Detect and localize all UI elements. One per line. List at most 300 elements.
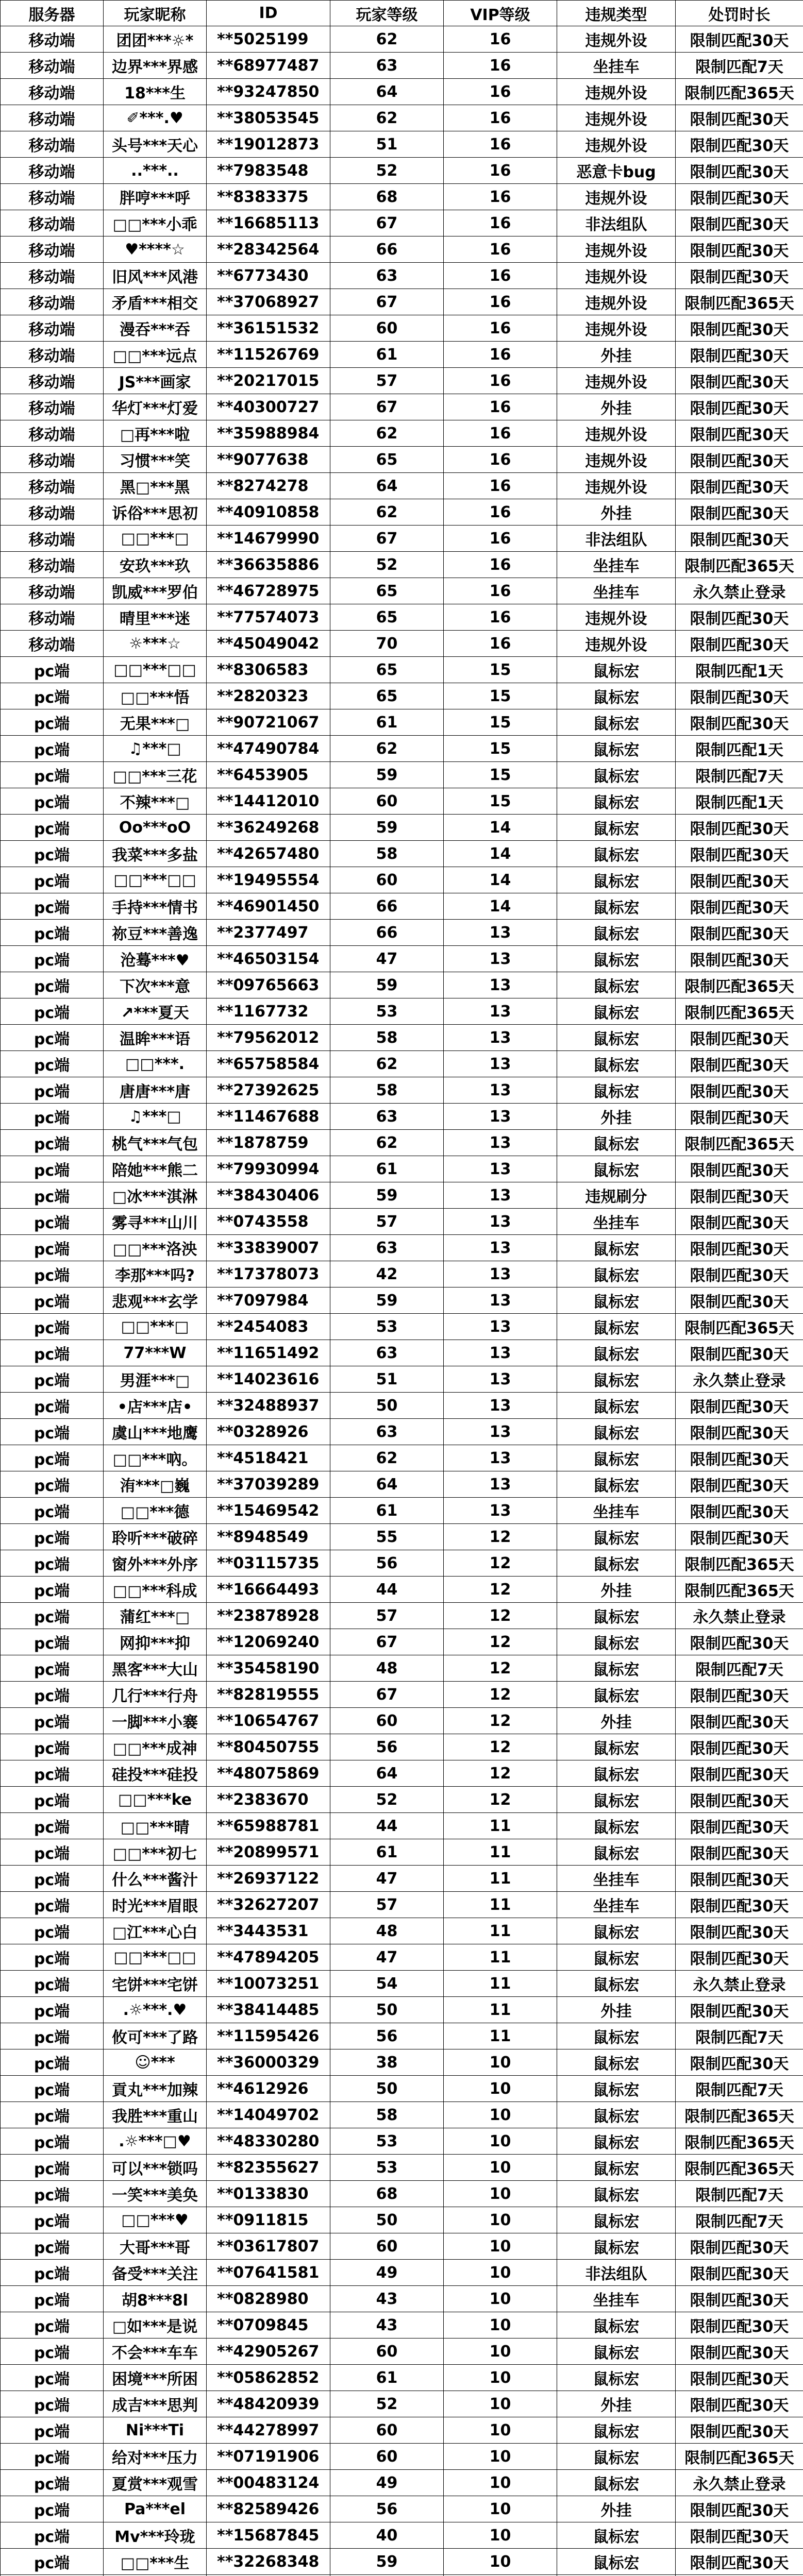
cell-nickname: □□***□: [104, 526, 207, 552]
cell-server: 移动端: [1, 526, 104, 552]
table-row: [1, 2522, 803, 2549]
cell-penalty: 限制匹配30天: [676, 1182, 803, 1209]
cell-vip: 15: [444, 709, 557, 736]
cell-vip: 12: [444, 1577, 557, 1603]
cell-violation: 违规外设: [557, 368, 676, 394]
cell-level: 60: [330, 2444, 444, 2470]
cell-level: 66: [330, 893, 444, 920]
cell-server: pc端: [1, 657, 104, 683]
cell-nickname: □□***三花: [104, 762, 207, 788]
cell-penalty: 限制匹配30天: [676, 2417, 803, 2444]
cell-violation: 鼠标宏: [557, 867, 676, 893]
cell-level: 60: [330, 2338, 444, 2365]
cell-nickname: □再***啦: [104, 420, 207, 447]
cell-id: **1167732: [207, 998, 330, 1025]
cell-server: pc端: [1, 1498, 104, 1524]
cell-violation: 鼠标宏: [557, 1051, 676, 1077]
cell-nickname: 胖哼***呼: [104, 184, 207, 210]
cell-penalty: 限制匹配365天: [676, 289, 803, 315]
cell-id: **2454083: [207, 1314, 330, 1340]
cell-penalty: 限制匹配7天: [676, 2207, 803, 2233]
cell-nickname: □□***科成: [104, 1577, 207, 1603]
cell-violation: 鼠标宏: [557, 1971, 676, 1997]
cell-violation: 坐挂车: [557, 1866, 676, 1892]
table-row: [1, 2049, 803, 2076]
cell-level: 48: [330, 1918, 444, 1944]
cell-vip: 13: [444, 1314, 557, 1340]
cell-server: 移动端: [1, 263, 104, 289]
cell-server: pc端: [1, 2496, 104, 2522]
cell-nickname: □□***小乖: [104, 210, 207, 236]
cell-nickname: □□***晴: [104, 1813, 207, 1839]
cell-vip: 13: [444, 1025, 557, 1051]
cell-level: 62: [330, 1130, 444, 1156]
cell-vip: 13: [444, 920, 557, 946]
cell-nickname: 无果***□: [104, 709, 207, 736]
cell-level: 65: [330, 447, 444, 473]
cell-vip: 13: [444, 1182, 557, 1209]
cell-id: **11651492: [207, 1340, 330, 1366]
cell-penalty: 限制匹配30天: [676, 315, 803, 342]
cell-vip: 13: [444, 1393, 557, 1419]
cell-nickname: 李那***吗?: [104, 1261, 207, 1287]
cell-server: pc端: [1, 867, 104, 893]
cell-vip: 12: [444, 1550, 557, 1577]
cell-nickname: 悲观***玄学: [104, 1287, 207, 1314]
header-server: 服务器: [1, 1, 104, 26]
cell-level: 63: [330, 1235, 444, 1261]
cell-penalty: 永久禁止登录: [676, 2470, 803, 2496]
cell-server: pc端: [1, 1156, 104, 1182]
table-row: [1, 289, 803, 315]
table-row: [1, 1130, 803, 1156]
cell-id: **36249268: [207, 815, 330, 841]
cell-server: 移动端: [1, 289, 104, 315]
cell-nickname: 77***W: [104, 1340, 207, 1366]
cell-nickname: ✐***.♥: [104, 105, 207, 131]
cell-nickname: Oo***oO: [104, 815, 207, 841]
cell-level: 63: [330, 263, 444, 289]
table-row: [1, 26, 803, 53]
cell-vip: 16: [444, 342, 557, 368]
cell-server: pc端: [1, 1839, 104, 1866]
cell-server: pc端: [1, 1366, 104, 1393]
cell-vip: 12: [444, 1787, 557, 1813]
cell-level: 57: [330, 1603, 444, 1629]
cell-id: **36151532: [207, 315, 330, 342]
cell-id: **9077638: [207, 447, 330, 473]
cell-vip: 13: [444, 1261, 557, 1287]
cell-server: pc端: [1, 1209, 104, 1235]
cell-server: pc端: [1, 2444, 104, 2470]
cell-nickname: 一笑***美奂: [104, 2181, 207, 2207]
cell-server: 移动端: [1, 105, 104, 131]
table-row: [1, 2128, 803, 2155]
cell-level: 65: [330, 657, 444, 683]
cell-violation: 违规外设: [557, 473, 676, 499]
table-row: [1, 604, 803, 631]
cell-level: 51: [330, 1366, 444, 1393]
table-row: [1, 79, 803, 105]
cell-server: 移动端: [1, 368, 104, 394]
cell-server: pc端: [1, 2155, 104, 2181]
cell-penalty: 限制匹配365天: [676, 1314, 803, 1340]
cell-level: 62: [330, 1445, 444, 1471]
cell-server: pc端: [1, 2338, 104, 2365]
cell-vip: 16: [444, 499, 557, 526]
table-row: [1, 1051, 803, 1077]
cell-id: **33839007: [207, 1235, 330, 1261]
cell-server: pc端: [1, 2181, 104, 2207]
cell-id: **65988781: [207, 1813, 330, 1839]
cell-violation: 鼠标宏: [557, 946, 676, 972]
cell-level: 62: [330, 26, 444, 53]
cell-penalty: 限制匹配30天: [676, 1051, 803, 1077]
cell-violation: 鼠标宏: [557, 2181, 676, 2207]
cell-vip: 12: [444, 1603, 557, 1629]
cell-violation: 违规外设: [557, 26, 676, 53]
cell-violation: 鼠标宏: [557, 972, 676, 998]
cell-server: pc端: [1, 2128, 104, 2155]
cell-server: pc端: [1, 1235, 104, 1261]
cell-id: **15469542: [207, 1498, 330, 1524]
cell-nickname: ☺***: [104, 2049, 207, 2076]
table-row: [1, 473, 803, 499]
cell-server: pc端: [1, 1787, 104, 1813]
cell-id: **19012873: [207, 131, 330, 158]
cell-vip: 16: [444, 552, 557, 578]
cell-penalty: 限制匹配30天: [676, 1471, 803, 1498]
cell-penalty: 限制匹配30天: [676, 1025, 803, 1051]
cell-id: **32627207: [207, 1892, 330, 1918]
cell-server: pc端: [1, 1918, 104, 1944]
cell-nickname: 桃气***气包: [104, 1130, 207, 1156]
cell-violation: 鼠标宏: [557, 1629, 676, 1655]
cell-penalty: 限制匹配7天: [676, 2076, 803, 2102]
cell-level: 55: [330, 1524, 444, 1550]
cell-violation: 鼠标宏: [557, 709, 676, 736]
cell-penalty: 限制匹配30天: [676, 841, 803, 867]
table-row: [1, 1708, 803, 1734]
cell-nickname: □江***心白: [104, 1918, 207, 1944]
cell-vip: 16: [444, 184, 557, 210]
cell-server: pc端: [1, 2049, 104, 2076]
cell-vip: 10: [444, 2181, 557, 2207]
cell-id: **20217015: [207, 368, 330, 394]
cell-server: pc端: [1, 788, 104, 815]
table-row: [1, 2496, 803, 2522]
table-row: [1, 447, 803, 473]
cell-nickname: 陪她***熊二: [104, 1156, 207, 1182]
cell-nickname: □□***生: [104, 2549, 207, 2575]
cell-level: 62: [330, 499, 444, 526]
cell-nickname: 我菜***多盐: [104, 841, 207, 867]
cell-vip: 10: [444, 2312, 557, 2338]
cell-vip: 13: [444, 1130, 557, 1156]
table-row: [1, 1655, 803, 1682]
cell-nickname: ..***..: [104, 158, 207, 184]
cell-violation: 鼠标宏: [557, 2338, 676, 2365]
cell-penalty: 限制匹配30天: [676, 1944, 803, 1971]
cell-violation: 鼠标宏: [557, 1813, 676, 1839]
cell-nickname: □□***德: [104, 1498, 207, 1524]
cell-id: **38414485: [207, 1997, 330, 2023]
cell-level: 64: [330, 79, 444, 105]
cell-nickname: 下次***意: [104, 972, 207, 998]
cell-id: **14679990: [207, 526, 330, 552]
cell-violation: 违规外设: [557, 289, 676, 315]
cell-penalty: 限制匹配30天: [676, 1892, 803, 1918]
cell-violation: 鼠标宏: [557, 2049, 676, 2076]
cell-violation: 坐挂车: [557, 578, 676, 604]
cell-server: pc端: [1, 2286, 104, 2312]
cell-vip: 15: [444, 788, 557, 815]
cell-server: 移动端: [1, 499, 104, 526]
table-row: [1, 1629, 803, 1655]
cell-level: 68: [330, 184, 444, 210]
cell-violation: 鼠标宏: [557, 1839, 676, 1866]
cell-violation: 鼠标宏: [557, 1787, 676, 1813]
table-row: [1, 2391, 803, 2417]
cell-level: 53: [330, 2128, 444, 2155]
cell-server: pc端: [1, 1708, 104, 1734]
cell-level: 44: [330, 1813, 444, 1839]
cell-vip: 14: [444, 841, 557, 867]
table-row: [1, 998, 803, 1025]
cell-level: 67: [330, 1629, 444, 1655]
cell-vip: 10: [444, 2549, 557, 2575]
table-row: [1, 263, 803, 289]
table-row: [1, 1839, 803, 1866]
cell-server: pc端: [1, 683, 104, 709]
cell-penalty: 限制匹配30天: [676, 2233, 803, 2260]
cell-id: **79562012: [207, 1025, 330, 1051]
cell-vip: 13: [444, 1051, 557, 1077]
cell-id: **00483124: [207, 2470, 330, 2496]
cell-server: pc端: [1, 2260, 104, 2286]
cell-penalty: 限制匹配7天: [676, 2181, 803, 2207]
cell-vip: 11: [444, 1892, 557, 1918]
cell-level: 60: [330, 2233, 444, 2260]
cell-vip: 11: [444, 1866, 557, 1892]
cell-nickname: 硅投***硅投: [104, 1760, 207, 1787]
cell-violation: 违规外设: [557, 131, 676, 158]
cell-penalty: 永久禁止登录: [676, 578, 803, 604]
cell-violation: 鼠标宏: [557, 1393, 676, 1419]
cell-violation: 鼠标宏: [557, 2365, 676, 2391]
table-row: [1, 1682, 803, 1708]
cell-violation: 坐挂车: [557, 552, 676, 578]
cell-id: **40300727: [207, 394, 330, 420]
cell-level: 65: [330, 683, 444, 709]
table-row: [1, 972, 803, 998]
table-row: [1, 1366, 803, 1393]
cell-id: **4518421: [207, 1445, 330, 1471]
cell-level: 60: [330, 1708, 444, 1734]
cell-level: 67: [330, 210, 444, 236]
cell-vip: 15: [444, 657, 557, 683]
cell-violation: 鼠标宏: [557, 2522, 676, 2549]
table-row: [1, 158, 803, 184]
cell-level: 47: [330, 946, 444, 972]
table-row: [1, 2102, 803, 2128]
cell-level: 61: [330, 1498, 444, 1524]
cell-penalty: 限制匹配30天: [676, 1235, 803, 1261]
cell-level: 60: [330, 2417, 444, 2444]
table-row: [1, 1445, 803, 1471]
cell-id: **35988984: [207, 420, 330, 447]
cell-id: **68977487: [207, 53, 330, 79]
cell-vip: 11: [444, 1997, 557, 2023]
cell-server: pc端: [1, 1261, 104, 1287]
table-row: [1, 1734, 803, 1760]
cell-level: 56: [330, 1734, 444, 1760]
cell-vip: 16: [444, 263, 557, 289]
cell-id: **90721067: [207, 709, 330, 736]
cell-violation: 鼠标宏: [557, 1366, 676, 1393]
cell-violation: 鼠标宏: [557, 920, 676, 946]
table-row: [1, 2312, 803, 2338]
cell-penalty: 限制匹配30天: [676, 158, 803, 184]
cell-nickname: ☼***☆: [104, 631, 207, 657]
table-row: [1, 1104, 803, 1130]
cell-level: 59: [330, 1182, 444, 1209]
cell-penalty: 限制匹配30天: [676, 1918, 803, 1944]
cell-id: **36000329: [207, 2049, 330, 2076]
cell-level: 65: [330, 604, 444, 631]
cell-level: 62: [330, 1051, 444, 1077]
cell-vip: 10: [444, 2155, 557, 2181]
cell-level: 53: [330, 2155, 444, 2181]
cell-level: 68: [330, 2181, 444, 2207]
cell-level: 62: [330, 420, 444, 447]
cell-server: pc端: [1, 2076, 104, 2102]
cell-penalty: 限制匹配30天: [676, 1734, 803, 1760]
cell-server: 移动端: [1, 552, 104, 578]
cell-vip: 13: [444, 1209, 557, 1235]
cell-penalty: 限制匹配365天: [676, 2128, 803, 2155]
cell-nickname: □□***□: [104, 1314, 207, 1340]
cell-level: 52: [330, 1787, 444, 1813]
cell-level: 63: [330, 1419, 444, 1445]
table-row: [1, 631, 803, 657]
cell-server: 移动端: [1, 53, 104, 79]
cell-id: **05862852: [207, 2365, 330, 2391]
cell-penalty: 限制匹配30天: [676, 683, 803, 709]
cell-vip: 13: [444, 1419, 557, 1445]
cell-violation: 外挂: [557, 1708, 676, 1734]
cell-violation: 鼠标宏: [557, 2444, 676, 2470]
cell-nickname: 唐唐***唐: [104, 1077, 207, 1104]
cell-nickname: □□***ke: [104, 1787, 207, 1813]
cell-nickname: Ni***Ti: [104, 2417, 207, 2444]
table-row: [1, 368, 803, 394]
table-row: [1, 2076, 803, 2102]
cell-id: **23878928: [207, 1603, 330, 1629]
cell-server: pc端: [1, 2312, 104, 2338]
cell-penalty: 限制匹配30天: [676, 1682, 803, 1708]
cell-id: **0743558: [207, 1209, 330, 1235]
cell-nickname: 成吉***思判: [104, 2391, 207, 2417]
cell-level: 52: [330, 552, 444, 578]
cell-level: 48: [330, 1655, 444, 1682]
cell-level: 52: [330, 2391, 444, 2417]
table-row: [1, 578, 803, 604]
cell-penalty: 限制匹配30天: [676, 604, 803, 631]
cell-server: 移动端: [1, 394, 104, 420]
cell-nickname: 黑□***黑: [104, 473, 207, 499]
cell-vip: 11: [444, 1839, 557, 1866]
cell-id: **12069240: [207, 1629, 330, 1655]
cell-nickname: .☼***□♥: [104, 2128, 207, 2155]
cell-id: **03617807: [207, 2233, 330, 2260]
table-row: [1, 1944, 803, 1971]
cell-penalty: 限制匹配30天: [676, 131, 803, 158]
cell-penalty: 限制匹配30天: [676, 1287, 803, 1314]
cell-vip: 13: [444, 1498, 557, 1524]
cell-id: **17378073: [207, 1261, 330, 1287]
header-vip: VIP等级: [444, 1, 557, 26]
cell-penalty: 限制匹配30天: [676, 1104, 803, 1130]
cell-level: 60: [330, 788, 444, 815]
cell-vip: 11: [444, 1971, 557, 1997]
cell-violation: 违规外设: [557, 631, 676, 657]
cell-id: **7097984: [207, 1287, 330, 1314]
cell-vip: 10: [444, 2233, 557, 2260]
cell-violation: 鼠标宏: [557, 1287, 676, 1314]
cell-penalty: 限制匹配365天: [676, 2444, 803, 2470]
cell-server: pc端: [1, 1971, 104, 1997]
cell-nickname: 几行***行舟: [104, 1682, 207, 1708]
cell-server: pc端: [1, 2023, 104, 2049]
table-row: [1, 2470, 803, 2496]
cell-penalty: 限制匹配30天: [676, 1760, 803, 1787]
cell-nickname: 雾寻***山川: [104, 1209, 207, 1235]
cell-violation: 坐挂车: [557, 2286, 676, 2312]
cell-violation: 坐挂车: [557, 1209, 676, 1235]
cell-violation: 鼠标宏: [557, 1524, 676, 1550]
cell-nickname: 团团***☼*: [104, 26, 207, 53]
cell-server: pc端: [1, 1524, 104, 1550]
cell-server: 移动端: [1, 315, 104, 342]
cell-penalty: 限制匹配30天: [676, 867, 803, 893]
cell-penalty: 永久禁止登录: [676, 1366, 803, 1393]
cell-violation: 鼠标宏: [557, 1682, 676, 1708]
cell-violation: 鼠标宏: [557, 1550, 676, 1577]
cell-penalty: 限制匹配30天: [676, 2286, 803, 2312]
cell-server: pc端: [1, 2365, 104, 2391]
cell-vip: 12: [444, 1524, 557, 1550]
cell-server: pc端: [1, 1734, 104, 1760]
cell-nickname: 矛盾***相交: [104, 289, 207, 315]
cell-level: 62: [330, 736, 444, 762]
cell-vip: 11: [444, 1944, 557, 1971]
cell-server: pc端: [1, 1866, 104, 1892]
cell-penalty: 限制匹配30天: [676, 236, 803, 263]
cell-violation: 违规外设: [557, 105, 676, 131]
table-row: [1, 2444, 803, 2470]
cell-vip: 13: [444, 1156, 557, 1182]
cell-vip: 12: [444, 1734, 557, 1760]
cell-penalty: 限制匹配30天: [676, 2391, 803, 2417]
cell-vip: 10: [444, 2496, 557, 2522]
cell-server: pc端: [1, 1077, 104, 1104]
cell-vip: 11: [444, 1918, 557, 1944]
cell-id: **32488937: [207, 1393, 330, 1419]
cell-violation: 恶意卡bug: [557, 158, 676, 184]
cell-penalty: 限制匹配30天: [676, 1839, 803, 1866]
cell-level: 60: [330, 315, 444, 342]
